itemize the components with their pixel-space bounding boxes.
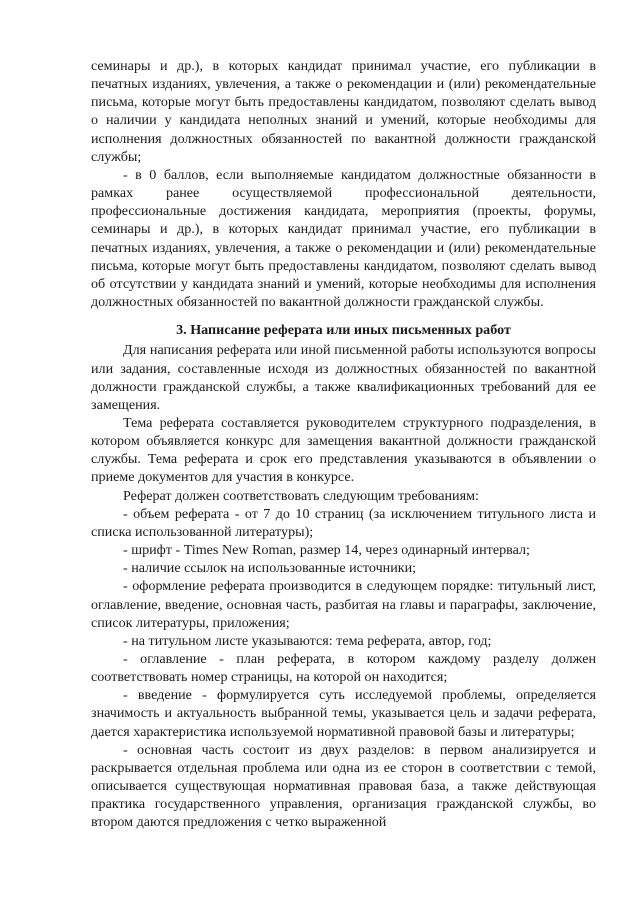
paragraph-topic: Тема реферата составляется руководителем структурного подразделения, в котором объявляется конкурс для замещения вакантной должности гражданской службы. Тема реферата и срок его представления указываются в объявлении о приеме документов для участия в конкурсе.	[91, 414, 596, 486]
section-heading: 3. Написание реферата или иных письменных работ	[176, 322, 511, 339]
list-item-main-part: - основная часть состоит из двух разделов: в первом анализируется и раскрывается отдельная проблема или одна из ее сторон в соответствии с темой, описывается существующая нормативная правовая база, а также действующая практика государственного управления, организация гражданской службы, во втором даются предложения с четко выраженной	[91, 741, 596, 831]
list-item-introduction: - введение - формулируется суть исследуемой проблемы, определяется значимость и актуальность выбранной темы, указывается цель и задачи реферата, дается характеристика используемой нормативной правовой базы и литературы;	[91, 687, 596, 740]
list-item-references: - наличие ссылок на использованные источники;	[123, 560, 417, 577]
paragraph-continuation: семинары и др.), в которых кандидат принимал участие, его публикации в печатных изданиях, увлечения, а также о рекомендации и (или) рекомендательные письма, которые могут быть предоставлены кандидатом, позволяют сделать вывод о наличии у кандидата неполных знаний и умений, которые необходимы для исполнения должностных обязанностей по вакантной должности гражданской службы;	[91, 58, 596, 165]
list-item-contents: - оглавление - план реферата, в котором каждому разделу должен соответствовать номер страницы, на которой он находится;	[91, 651, 596, 686]
list-item-font: - шрифт - Times New Roman, размер 14, через одинарный интервал;	[123, 542, 530, 559]
list-item-title-page: - на титульном листе указываются: тема реферата, автор, год;	[123, 632, 492, 649]
list-item-layout: - оформление реферата производится в следующем порядке: титульный лист, оглавление, введение, основная часть, разбитая на главы и параграфы, заключение, список литературы, приложения;	[91, 578, 596, 631]
document-page	[91, 57, 596, 832]
paragraph-intro: Для написания реферата или иной письменной работы используются вопросы или задания, составленные исходя из должностных обязанностей по вакантной должности гражданской службы, а также квалификационных требований для ее замещения.	[91, 342, 596, 413]
list-item-volume: - объем реферата - от 7 до 10 страниц (за исключением титульного листа и списка использованной литературы);	[91, 505, 596, 540]
paragraph-zero-points: - в 0 баллов, если выполняемые кандидатом должностные обязанности в рамках ранее осуществляемой профессиональной деятельности, профессиональные достижения кандидата, мероприятия (проекты, форумы, семинары и др.), в которых кандидат принимал участие, его публикации в печатных изданиях, увлечения, а также о рекомендации и (или) рекомендательные письма, которые могут быть предоставлены кандидатом, позволяют сделать вывод об отсутствии у кандидата знаний и умений, которые необходимы для исполнения должностных обязанностей по вакантной должности гражданской службы.	[91, 166, 596, 311]
paragraph-requirements-lead: Реферат должен соответствовать следующим требованиям:	[123, 487, 479, 504]
